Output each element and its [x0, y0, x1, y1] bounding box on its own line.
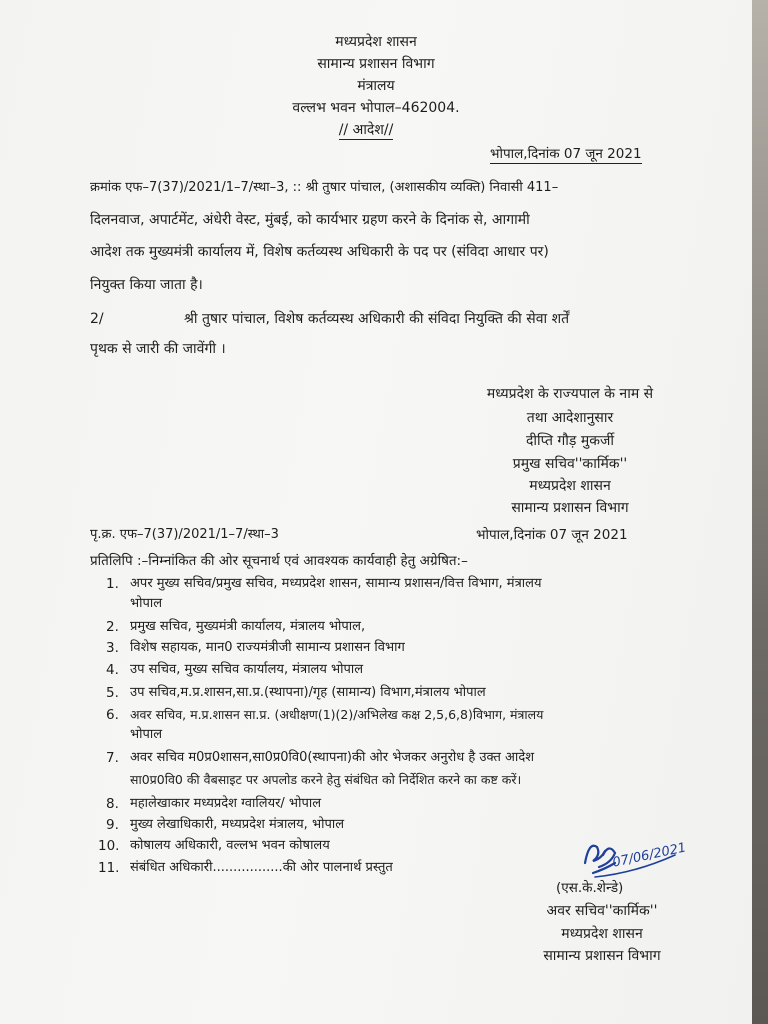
list-item: भोपाल	[130, 727, 163, 742]
list-item: प्रमुख सचिव, मुख्यमंत्री कार्यालय, मंत्रालय भोपाल,	[130, 619, 366, 634]
header-state: मध्यप्रदेश शासन	[335, 34, 417, 50]
list-item: अवर सचिव म0प्र0शासन,सा0प्र0वि0(स्थापना)की ओर भेजकर अनुरोध है उक्त आदेश	[130, 750, 535, 765]
para1-line3: आदेश तक मुख्यमंत्री कार्यालय में, विशेष कर्तव्यस्थ अधिकारी के पद पर (संविदा आधार पर)	[90, 244, 549, 260]
list-item: सा0प्र0वि0 की वैबसाइट पर अपलोड करने हेतु संबंधित को निर्देशित करने का कष्ट करें।	[130, 772, 522, 787]
para2-line2: पृथक से जारी की जावेंगी ।	[90, 341, 226, 357]
endorsement-date: भोपाल,दिनांक 07 जून 2021	[476, 527, 628, 543]
list-item-number: 11.	[98, 860, 120, 876]
list-item-number: 8.	[106, 796, 119, 812]
header-address: वल्लभ भवन भोपाल–462004.	[292, 100, 460, 116]
list-item: मुख्य लेखाधिकारी, मध्यप्रदेश मंत्रालय, भोपाल	[130, 817, 345, 832]
signatory1-name: दीप्ति गौड़ मुकर्जी	[525, 433, 614, 449]
list-item: अवर सचिव, म.प्र.शासन सा.प्र. (अधीक्षण(1)(2)/अभिलेख कक्ष 2,5,6,8)विभाग, मंत्रालय	[130, 707, 544, 722]
signatory1-line1: मध्यप्रदेश के राज्यपाल के नाम से	[486, 386, 654, 402]
para1-line1: क्रमांक एफ–7(37)/2021/1–7/स्था–3, :: श्री तुषार पांचाल, (अशासकीय व्यक्ति) निवासी 411–	[90, 180, 559, 195]
para2-number: 2/	[90, 311, 104, 327]
endorsement-ref: पृ.क्र. एफ–7(37)/2021/1–7/स्था–3	[90, 527, 279, 542]
list-item: अपर मुख्य सचिव/प्रमुख सचिव, मध्यप्रदेश शासन, सामान्य प्रशासन/वित्त विभाग, मंत्रालय	[130, 576, 542, 591]
list-item: भोपाल	[130, 596, 163, 611]
signatory1-line2: तथा आदेशानुसार	[526, 410, 614, 426]
list-item-number: 10.	[98, 838, 120, 854]
signatory2-department: सामान्य प्रशासन विभाग	[543, 948, 661, 964]
list-item: उप सचिव, मुख्य सचिव कार्यालय, मंत्रालय भोपाल	[130, 662, 364, 677]
list-item: विशेष सहायक, मान0 राज्यमंत्रीजी सामान्य प्रशासन विभाग	[130, 640, 405, 655]
list-item: महालेखाकार मध्यप्रदेश ग्वालियर/ भोपाल	[130, 796, 322, 811]
para1-line2: दिलनवाज, अपार्टमेंट, अंधेरी वेस्ट, मुंबई, को कार्यभार ग्रहण करने के दिनांक से, आगामी	[90, 212, 530, 228]
signature-date: 07/06/2021	[611, 840, 688, 871]
background-edge	[752, 0, 768, 1024]
para1-line4: नियुक्त किया जाता है।	[90, 277, 203, 293]
list-item-number: 3.	[106, 640, 119, 656]
list-item-number: 6.	[106, 707, 119, 723]
header-ministry: मंत्रालय	[357, 78, 395, 94]
copy-intro: प्रतिलिपि :–निम्नांकित की ओर सूचनार्थ एवं आवश्यक कार्यवाही हेतु अग्रेषित:–	[90, 553, 468, 569]
list-item-number: 5.	[106, 685, 119, 701]
list-item: संबंधित अधिकारी.................की ओर पालनार्थ प्रस्तुत	[130, 860, 393, 875]
header-department: सामान्य प्रशासन विभाग	[317, 56, 435, 72]
list-item-number: 7.	[106, 750, 119, 766]
list-item-number: 9.	[106, 817, 119, 833]
signatory1-state: मध्यप्रदेश शासन	[529, 478, 611, 494]
signatory2-state: मध्यप्रदेश शासन	[561, 926, 643, 942]
order-title: // आदेश//	[338, 122, 394, 138]
signatory2-name: (एस.के.शेन्डे)	[556, 880, 624, 896]
signatory2-designation: अवर सचिव''कार्मिक''	[546, 903, 658, 919]
list-item-number: 2.	[106, 619, 119, 635]
list-item-number: 4.	[106, 662, 119, 678]
signatory1-designation: प्रमुख सचिव''कार्मिक''	[512, 456, 628, 472]
list-item-number: 1.	[106, 576, 119, 592]
list-item: कोषालय अधिकारी, वल्लभ भवन कोषालय	[130, 838, 330, 853]
para2-line1: श्री तुषार पांचाल, विशेष कर्तव्यस्थ अधिकारी की संविदा नियुक्ति की सेवा शर्तें	[184, 311, 570, 327]
order-date: भोपाल,दिनांक 07 जून 2021	[490, 146, 642, 162]
list-item: उप सचिव,म.प्र.शासन,सा.प्र.(स्थापना)/गृह (सामान्य) विभाग,मंत्रालय भोपाल	[130, 685, 486, 700]
signatory1-department: सामान्य प्रशासन विभाग	[511, 500, 629, 516]
